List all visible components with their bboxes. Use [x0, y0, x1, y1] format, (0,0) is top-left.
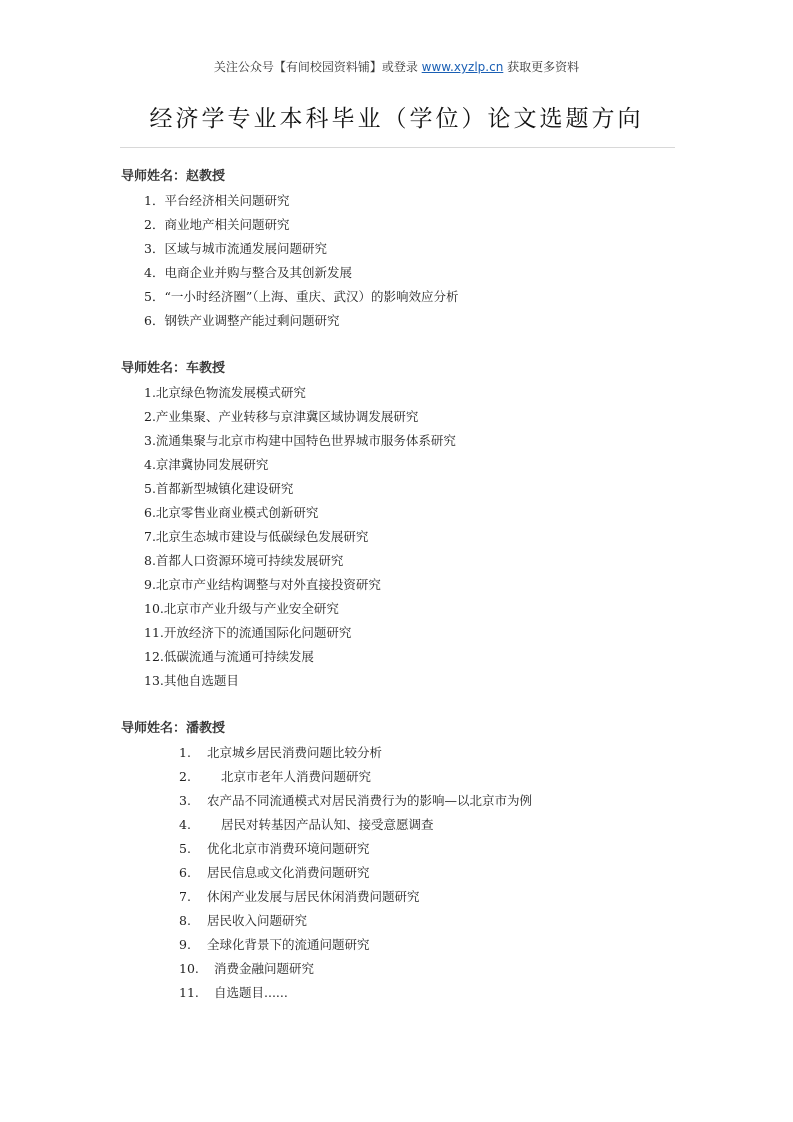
topic-item: 3.流通集聚与北京市构建中国特色世界城市服务体系研究 [144, 433, 456, 448]
header-promo-text: 关注公众号【有间校园资料铺】或登录 [213, 60, 422, 74]
item-text: 北京市老年人消费问题研究 [221, 769, 372, 784]
title-divider [120, 147, 675, 148]
topic-item: 6.北京零售业商业模式创新研究 [144, 505, 319, 520]
topic-item: 8.首都人口资源环境可持续发展研究 [144, 553, 344, 568]
topic-item: 13.其他自选题目 [144, 673, 239, 688]
topic-item: 1．平台经济相关问题研究 [144, 193, 290, 208]
topic-item [121, 981, 532, 1005]
item-text: 北京城乡居民消费问题比较分析 [207, 745, 383, 760]
item-number: 5. [179, 841, 191, 856]
item-text: 农产品不同流通模式对居民消费行为的影响—以北京市为例 [207, 793, 533, 808]
advisor-name: 导师姓名：潘教授 [121, 721, 226, 736]
topic-item: 9.北京市产业结构调整与对外直接投资研究 [144, 577, 381, 592]
topic-item [121, 741, 532, 765]
topic-item: 10.北京市产业升级与产业安全研究 [144, 601, 339, 616]
topic-item [121, 909, 532, 933]
topic-list [121, 741, 532, 1005]
topic-item: 6．钢铁产业调整产能过剩问题研究 [144, 313, 340, 328]
topic-item: 5．“一小时经济圈”（上海、重庆、武汉）的影响效应分析 [144, 289, 459, 304]
header-promo-suffix: 获取更多资料 [503, 60, 580, 74]
item-number: 10. [179, 961, 199, 976]
advisor-name: 导师姓名：赵教授 [121, 169, 226, 184]
topic-item [121, 957, 532, 981]
page-title: 经济学专业本科毕业（学位）论文选题方向 [149, 106, 644, 132]
topic-item [121, 813, 532, 837]
item-number: 1. [179, 745, 191, 760]
topic-item [121, 789, 532, 813]
item-number: 7. [179, 889, 191, 904]
topic-item: 2．商业地产相关问题研究 [144, 217, 290, 232]
topic-list [121, 189, 459, 333]
item-text: 全球化背景下的流通问题研究 [207, 937, 370, 952]
item-number: 4. [179, 817, 191, 832]
header-site-link[interactable]: www.xyzlp.cn [421, 60, 504, 74]
advisor-name: 导师姓名：车教授 [121, 361, 226, 376]
item-number: 8. [179, 913, 191, 928]
topic-item: 2.产业集聚、产业转移与京津冀区域协调发展研究 [144, 409, 419, 424]
topic-item: 4．电商企业并购与整合及其创新发展 [144, 265, 352, 280]
topic-item [121, 765, 532, 789]
advisor-section-che [121, 357, 456, 693]
item-text: 消费金融问题研究 [214, 961, 315, 976]
topic-item: 11.开放经济下的流通国际化问题研究 [144, 625, 352, 640]
topic-list [121, 381, 456, 693]
item-number: 9. [179, 937, 191, 952]
item-number: 11. [179, 985, 199, 1000]
topic-item: 12.低碳流通与流通可持续发展 [144, 649, 314, 664]
advisor-section-zhao [121, 165, 459, 333]
item-number: 3. [179, 793, 191, 808]
item-number: 2. [179, 769, 191, 784]
item-number: 6. [179, 865, 191, 880]
topic-item: 1.北京绿色物流发展模式研究 [144, 385, 306, 400]
topic-item [121, 861, 532, 885]
topic-item [121, 837, 532, 861]
item-text: 居民对转基因产品认知、接受意愿调查 [221, 817, 434, 832]
item-text: 休闲产业发展与居民休闲消费问题研究 [207, 889, 420, 904]
topic-item: 7.北京生态城市建设与低碳绿色发展研究 [144, 529, 369, 544]
topic-item: 5.首都新型城镇化建设研究 [144, 481, 294, 496]
page-header [0, 58, 793, 75]
topic-item: 3．区域与城市流通发展问题研究 [144, 241, 327, 256]
topic-item: 4.京津冀协同发展研究 [144, 457, 269, 472]
item-text: 居民信息或文化消费问题研究 [207, 865, 370, 880]
item-text: 自选题目...... [214, 985, 288, 1000]
item-text: 居民收入问题研究 [207, 913, 308, 928]
item-text: 优化北京市消费环境问题研究 [207, 841, 370, 856]
topic-item [121, 885, 532, 909]
topic-item [121, 933, 532, 957]
advisor-section-pan [121, 717, 532, 1005]
